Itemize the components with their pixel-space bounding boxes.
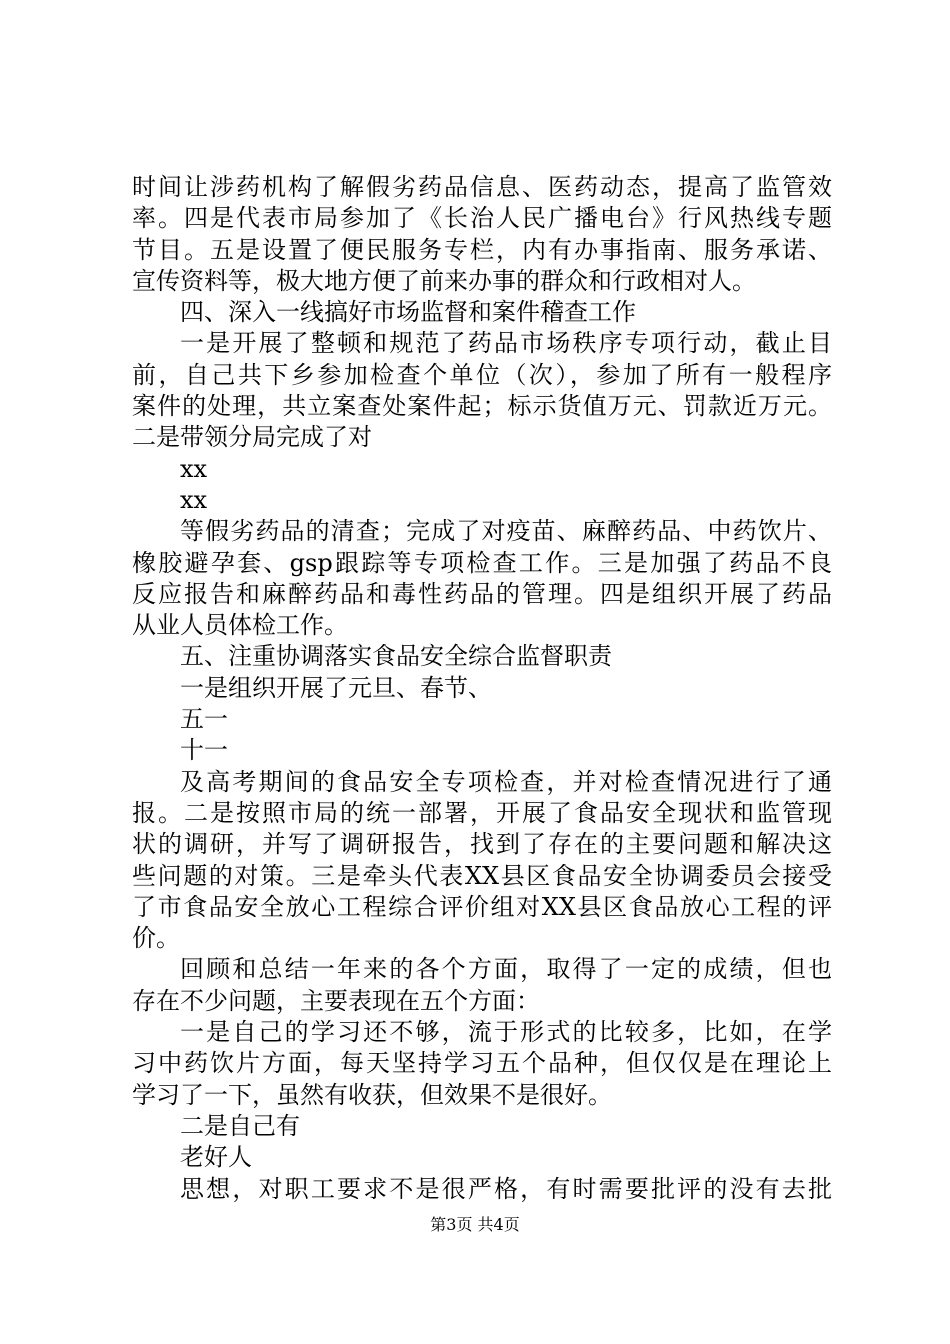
text-line: 时间让涉药机构了解假劣药品信息、医药动态，提高了监管效 — [132, 173, 832, 201]
text-line: 一是自己的学习还不够，流于形式的比较多，比如，在学 — [180, 1018, 832, 1047]
text-line: 一是组织开展了元旦、春节、 — [180, 673, 492, 702]
text-line: 四、深入一线搞好市场监督和案件稽查工作 — [180, 298, 636, 327]
text-line: 反应报告和麻醉药品和毒性药品的管理。四是组织开展了药品 — [132, 579, 832, 608]
text-line: 五、注重协调落实食品安全综合监督职责 — [180, 642, 612, 671]
text-line: 及高考期间的食品安全专项检查，并对检查情况进行了通 — [180, 767, 832, 796]
text-line: 存在不少问题，主要表现在五个方面： — [132, 986, 540, 1015]
text-line: 前，自己共下乡参加检查个单位（次），参加了所有一般程序 — [132, 360, 832, 389]
text-line: 二是带领分局完成了对 — [132, 423, 372, 452]
text-line: 老好人 — [180, 1143, 252, 1172]
text-line: 宣传资料等，极大地方便了前来办事的群众和行政相对人。 — [132, 266, 756, 295]
text-line: 二是自己有 — [180, 1111, 300, 1140]
text-line: 十一 — [180, 736, 228, 765]
text-line: 等假劣药品的清查；完成了对疫苗、麻醉药品、中药饮片、 — [180, 517, 832, 546]
text-line: 案件的处理，共立案查处案件起；标示货值万元、罚款近万元。 — [132, 392, 832, 421]
page-footer: 第3页 共4页 — [430, 1215, 520, 1234]
text-line: 五一 — [180, 705, 228, 734]
text-line: 些问题的对策。三是牵头代表XX县区食品安全协调委员会接受 — [132, 861, 832, 890]
document-body — [132, 172, 832, 1205]
text-line: 率。四是代表市局参加了《长治人民广播电台》行风热线专题 — [132, 204, 832, 233]
text-line: 橡胶避孕套、gsp跟踪等专项检查工作。三是加强了药品不良 — [132, 548, 832, 577]
text-line: xx — [180, 454, 208, 483]
text-line: 节目。五是设置了便民服务专栏，内有办事指南、服务承诺、 — [132, 235, 832, 264]
text-line: 状的调研，并写了调研报告，找到了存在的主要问题和解决这 — [132, 830, 832, 859]
text-line: xx — [180, 485, 208, 514]
text-line: 回顾和总结一年来的各个方面，取得了一定的成绩，但也 — [180, 955, 832, 984]
text-line: 从业人员体检工作。 — [132, 611, 348, 640]
text-line: 学习了一下，虽然有收获，但效果不是很好。 — [132, 1080, 612, 1109]
text-line: 了市食品安全放心工程综合评价组对XX县区食品放心工程的评 — [132, 892, 832, 921]
text-line: 思想，对职工要求不是很严格，有时需要批评的没有去批 — [180, 1174, 832, 1203]
text-line: 价。 — [132, 924, 180, 953]
text-line: 一是开展了整顿和规范了药品市场秩序专项行动，截止目 — [180, 329, 832, 358]
text-line: 习中药饮片方面，每天坚持学习五个品种，但仅仅是在理论上 — [132, 1049, 832, 1078]
text-line: 报。二是按照市局的统一部署，开展了食品安全现状和监管现 — [132, 798, 832, 827]
